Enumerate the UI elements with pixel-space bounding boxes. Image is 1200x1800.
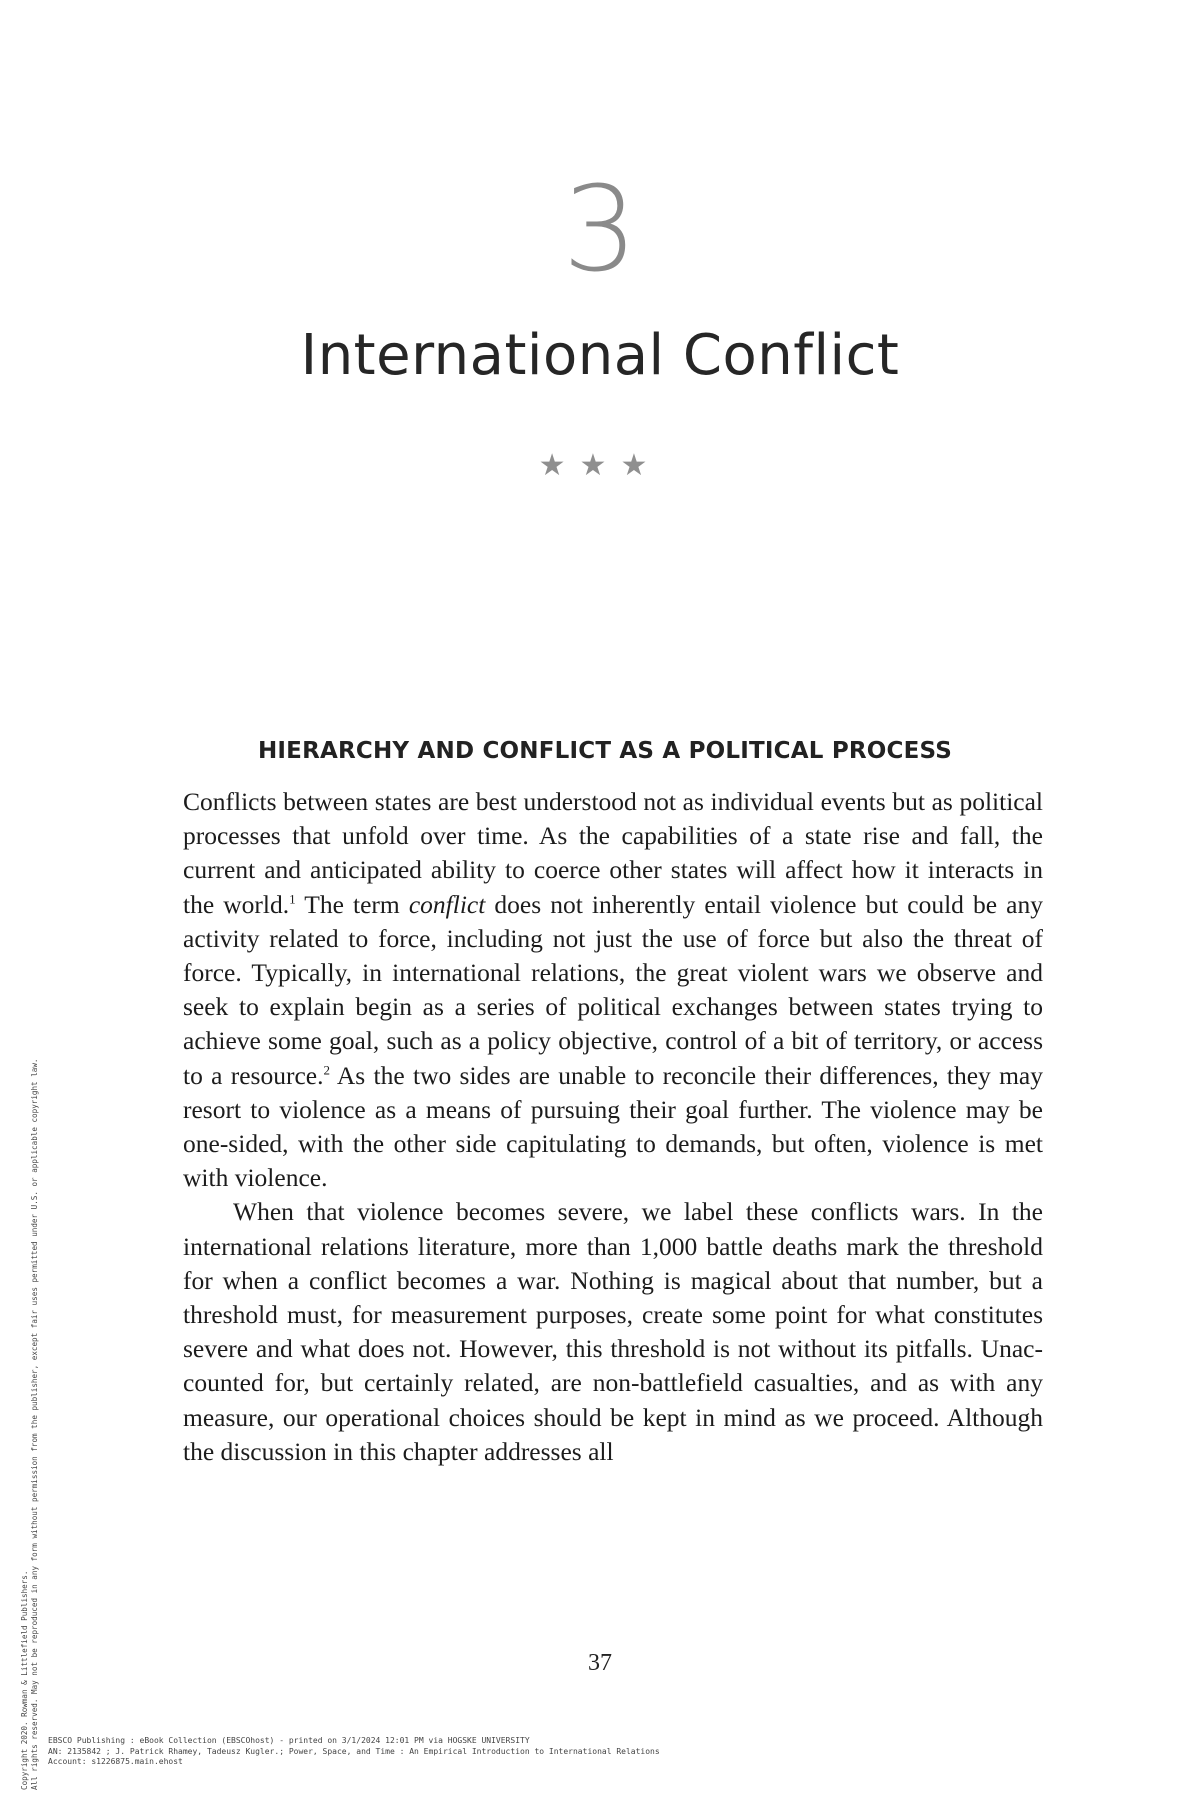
footer-line-3: Account: s1226875.main.ehost [48, 1757, 183, 1766]
chapter-title: International Conflict [300, 323, 900, 388]
body-text [183, 785, 1043, 1469]
footer-line-2: AN: 2135842 ; J. Patrick Rhamey, Tadeusz Kugler.; Power, Space, and Time : An Empirical Introduction to International Relations [48, 1746, 660, 1756]
chapter-number: 3 [562, 160, 638, 298]
footer-line-1: EBSCO Publishing : eBook Collection (EBSCOhost) - printed on 3/1/2024 12:01 PM via HOGSKE UNIVERSITY [48, 1736, 530, 1745]
page-number: 37 [588, 1650, 612, 1676]
paragraph-1-text-b: The term [295, 889, 409, 919]
footnote-ref-1[interactable]: 1 [289, 891, 296, 907]
paragraph-1-text-a: Conflicts between states are best understood not as individual events but as political processes that unfold over time. As the capabilities of a state rise and fall, the current and anticipated ability to coerce other states will affect how it interacts in the world. [183, 787, 1043, 919]
star-ornament-icon: ★★★ [538, 448, 662, 483]
paragraph-1-text-d: As the two sides are unable to reconcile their differences, they may resort to violence as a means of pursuing their goal further. The violence may be one-sided, with the other side capitulating to demands, but often, violence is met with violence. [183, 1060, 1043, 1193]
section-heading: HIERARCHY AND CONFLICT AS A POLITICAL PROCESS [257, 738, 953, 764]
italic-term: conflict [408, 889, 486, 919]
ebsco-footer [48, 1736, 660, 1768]
footnote-ref-2[interactable]: 2 [323, 1062, 330, 1078]
paragraph-1-text-c: does not inherently entail violence but could be any activity related to force, including not just the use of force but also the threat of force. Typically, in international relations, the great violent wars we observe and seek to explain begin as a series of political exchanges between states trying to achieve some goal, such as a policy objective, control of a bit of territory, or access to a resource. [183, 889, 1043, 1090]
paragraph-1 [183, 785, 1043, 1195]
paragraph-2: When that violence becomes severe, we label these conflicts wars. In the international relations literature, more than 1,000 battle deaths mark the threshold for when a conflict becomes a war. Nothing is magical about that number, but a threshold must, for measurement purposes, create some point for what constitutes severe and what does not. However, this threshold is not without its pitfalls. Unaccounted for, but certainly related, are non-battlefield casualties, and as with any measure, our operational choices should be kept in mind as we proceed. Although the discussion in this chapter addresses all [183, 1197, 1043, 1466]
copyright-line-1: Copyright 2020. Rowman & Littlefield Publishers. [20, 1570, 29, 1790]
copyright-margin-notice [20, 560, 39, 1790]
copyright-line-2: All rights reserved. May not be reproduced in any form without permission from the publisher, except fair uses permitted under U.S. or applicable copyright law. [29, 1058, 39, 1790]
